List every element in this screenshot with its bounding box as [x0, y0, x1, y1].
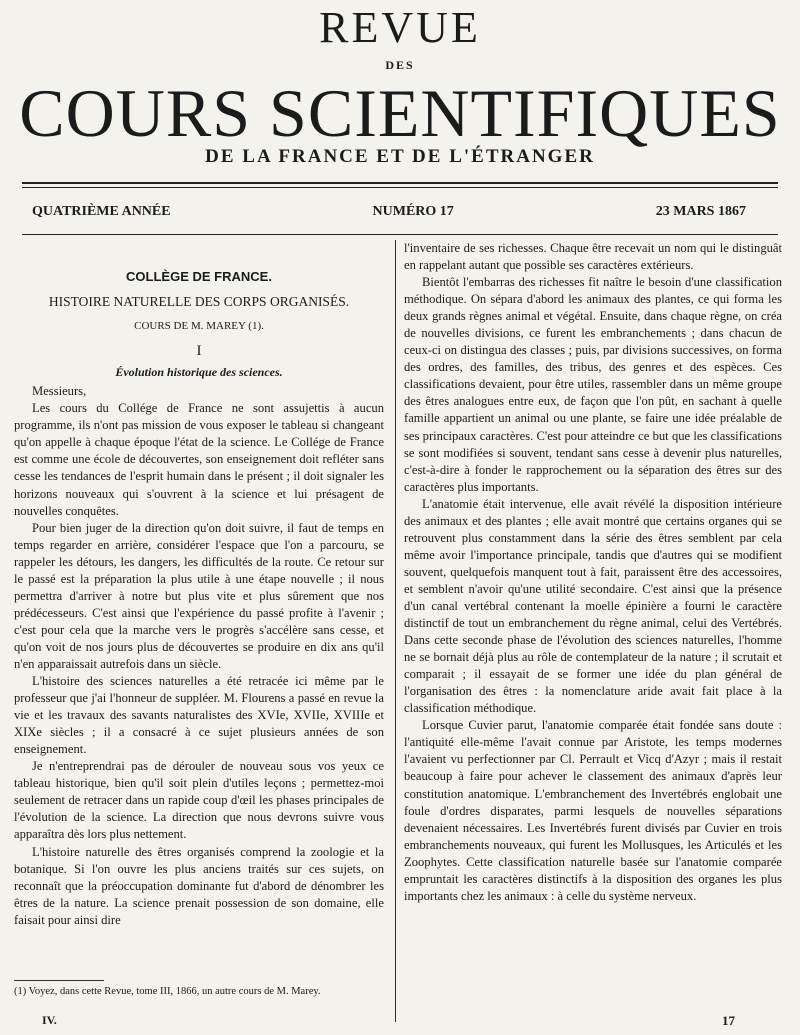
- issue-year: QUATRIÈME ANNÉE: [32, 204, 171, 219]
- section-number: I: [196, 343, 202, 360]
- left-column: [14, 240, 384, 929]
- masthead-subtitle: DE LA FRANCE ET DE L'ÉTRANGER: [205, 146, 595, 167]
- paragraph: Lorsque Cuvier parut, l'anatomie comparée était fondée sans doute : l'antiquité elle-même l'avait connue par Aristote, les temps modernes l'avaient vu perfectionner par Cl. Perrault et Vicq d'Azyr ; mais il restait beaucoup à faire pour achever le classement des animaux d'après leur constitution anatomique. L'embranchement des Invertébrés englobait une foule d'ordres disparates, parmi lesquels de nouvelles séparations devenaient nécessaires. Les Invertébrés furent divisés par Cuvier en trois embranchements nouveaux, qui furent les Mollusques, les Articulés et les Zoophytes. Cette classification naturelle basée sur l'anatomie comparée empruntait les caractères distinctifs à la disposition des organes les plus importants chez les animaux : à celle du système nerveux.: [404, 718, 782, 903]
- masthead-rule-thin: [22, 187, 778, 188]
- paragraph: L'anatomie était intervenue, elle avait révélé la disposition intérieure des animaux et des plantes ; elle avait montré que certains organes qui se retrouvent plus constamment dans la série des êtres semblent par cela même avoir l'importance principale, tandis que d'autres qui se modifient souvent, quelquefois manquent tout à fait, paraissent être des accessoires, et semblent n'avoir qu'une utilité secondaire. C'est ainsi que la présence d'un canal vertébral contenant la moelle épinière a fourni le caractère distinctif de tout un embranchement du règne animal, celui des Vertébrés. Dans cette seconde phase de l'évolution des sciences naturelles, l'homme ne se bornait déjà plus au rôle de contemplateur de la nature ; il scrutait et comparait ; il essayait de se former une idée du plan général de l'organisation des êtres : la nomenclature aride avait fait place à la classification méthodique.: [404, 496, 782, 716]
- issue-number: NUMÉRO 17: [372, 204, 454, 219]
- paragraph: Bientôt l'embarras des richesses fit naître le besoin d'une classification méthodique. On sépara d'abord les animaux des plantes, ce qui forma les deux grands règnes animal et végétal. Ensuite, dans chaque règne, on créa de nouvelles divisions, ce furent les embranchements ; dans chacun de ceux-ci on distingua des classes ; puis, par divisions successives, on forma des ordres, des familles, des tribus, des genres et des espèces. Ces classifications devaient, pour être utiles, rassembler dans un même groupe des êtres analogues entre eux, de façon que l'on pût, en sachant à quelle famille appartient un animal ou une plante, se faire une idée préalable de ses principaux caractères. C'est pour atteindre ce but que les classifications se sont modifiées si souvent, tendant sans cesse à devenir plus naturelles, c'est-à-dire à fonder le rapprochement ou la séparation des êtres sur des caractères plus importants.: [404, 275, 782, 494]
- paragraph: Je n'entreprendrai pas de dérouler de nouveau sous vos yeux ce tableau historique, bien qu'il soit plein d'utiles leçons ; permettez-moi seulement de retracer dans un rapide coup d'œil les phases principales de l'évolution de la science. La direction que nous devrons suivre vous apparaîtra dès lors plus nettement.: [14, 759, 384, 842]
- masthead-des: DES: [385, 58, 415, 72]
- paragraph: Pour bien juger de la direction qu'on doit suivre, il faut de temps en temps regarder en arrière, considérer l'espace que l'on a parcouru, se rappeler les détours, les dangers, les difficultés de la route. Ce retour sur le passé est la préparation la plus utile à une étape nouvelle ; il nous permettra d'arriver à notre but plus vite et plus sûrement que nos prédécesseurs. C'est ainsi que l'expérience du passé profite à l'avenir ; c'est pour cela que la marche vers le progrès s'accélère sans cesse, et qu'on voit de nos jours plus de découvertes se produire en dix ans qu'il n'en apparaissait autrefois dans un siècle.: [14, 520, 384, 671]
- signature-mark: IV.: [42, 1013, 57, 1027]
- section-title: Évolution historique des sciences.: [115, 365, 283, 380]
- lecturer-line: COURS DE M. MAREY (1).: [134, 320, 264, 333]
- paragraph: Les cours du Collége de France ne sont assujettis à aucun programme, ils n'ont pas mission de vous exposer le tableau si changeant qu'on appelle à chaque époque l'état de la science. Le Collége de France est comme une école de découvertes, son enseignement doit refléter sans cesse les tendances de l'esprit humain dans le présent ; il doit signaler les horizons nouveaux qui s'ouvrent à la science et lui présagent de nouvelles conquêtes.: [14, 401, 384, 518]
- footnote-rule: [14, 980, 104, 981]
- issue-rule: [22, 234, 778, 235]
- masthead-rule: [22, 182, 778, 184]
- right-column: [404, 240, 782, 905]
- masthead-revue: REVUE: [319, 3, 481, 52]
- salutation: Messieurs,: [32, 384, 87, 399]
- paragraph: L'histoire naturelle des êtres organisés comprend la zoologie et la botanique. Si l'on ouvre les plus anciens traités sur ces sujets, on reconnaît que la préoccupation dominante fut d'abord de dénombrer les êtres de la nature. La science prenait possession de son domaine, elle faisait pour ainsi dire: [14, 844, 384, 927]
- issue-line: [32, 204, 746, 220]
- paragraph: l'inventaire de ses richesses. Chaque être recevait un nom qui le distinguât en rappelant autant que possible ses caractères extérieurs.: [404, 241, 782, 273]
- institution-heading: COLLÈGE DE FRANCE.: [126, 269, 272, 284]
- footnote: (1) Voyez, dans cette Revue, tome III, 1866, un autre cours de M. Marey.: [14, 986, 321, 997]
- column-divider: [395, 240, 396, 1022]
- issue-date: 23 MARS 1867: [655, 204, 746, 219]
- page-number: 17: [722, 1013, 735, 1028]
- paragraph: L'histoire des sciences naturelles a été retracée ici même par le professeur que j'ai l'honneur de suppléer. M. Flourens a passé en revue la vie et les travaux des savants naturalistes des XVIe, XVIIe, XVIIIe et XIXe siècles ; il a consacré à ce sujet plusieurs années de son enseignement.: [14, 674, 384, 757]
- course-title: HISTOIRE NATURELLE DES CORPS ORGANISÉS.: [48, 294, 350, 310]
- masthead-title: COURS SCIENTIFIQUES: [19, 75, 781, 151]
